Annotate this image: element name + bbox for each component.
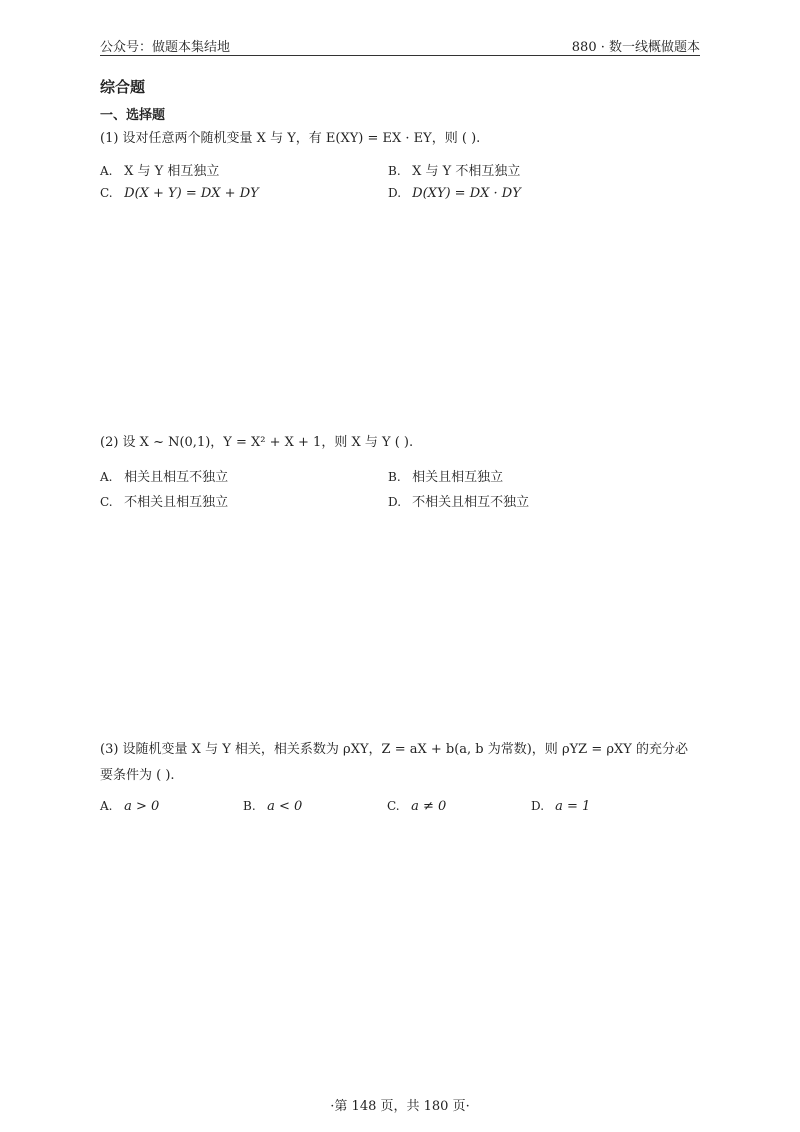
question-3-option-a (100, 799, 159, 814)
option-text: a > 0 (124, 799, 160, 814)
option-text: D(XY) = DX · DY (412, 186, 521, 201)
question-2-stem: (2) 设 X ~ N(0,1)，Y = X² + X + 1，则 X 与 Y ( ). (100, 435, 414, 450)
option-text: 相关且相互不独立 (124, 470, 229, 485)
question-3-option-d (531, 799, 590, 814)
option-text: a ≠ 0 (411, 799, 447, 814)
option-letter: A. (100, 164, 113, 178)
question-3-stem: (3) 设随机变量 X 与 Y 相关，相关系数为 ρXY，Z = aX + b(a, b 为常数)，则 ρYZ = ρXY 的充分必要条件为 ( ). (100, 742, 688, 783)
question-1-stem: (1) 设对任意两个随机变量 X 与 Y，有 E(XY) = EX · EY，则 ( ). (100, 131, 481, 146)
section-title: 综合题 (100, 78, 146, 96)
option-text: 相关且相互独立 (412, 470, 504, 485)
question-2-option-d (388, 491, 529, 510)
option-text: 不相关且相互独立 (124, 495, 229, 510)
option-text: X 与 Y 相互独立 (124, 164, 220, 179)
page-number-footer: ·第 148 页，共 180 页· (330, 1099, 470, 1114)
option-letter: D. (531, 799, 545, 813)
option-letter: A. (100, 470, 113, 484)
question-1-option-a (100, 160, 219, 179)
option-letter: A. (100, 799, 113, 813)
option-letter: C. (100, 495, 113, 509)
option-letter: B. (388, 470, 401, 484)
option-letter: B. (243, 799, 256, 813)
page-header (100, 32, 700, 54)
option-text: a < 0 (267, 799, 303, 814)
header-divider (100, 55, 700, 56)
question-3-option-c (387, 799, 446, 814)
option-letter: C. (387, 799, 400, 813)
question-2-option-b (388, 466, 503, 485)
subsection-title: 一、选择题 (100, 108, 166, 123)
question-1-option-c (100, 186, 259, 201)
option-text: a = 1 (555, 799, 591, 814)
option-letter: D. (388, 495, 402, 509)
option-letter: B. (388, 164, 401, 178)
question-3-option-b (243, 799, 302, 814)
question-2-option-a (100, 466, 228, 485)
header-source: 公众号：做题本集结地 (100, 40, 231, 55)
question-2-option-c (100, 491, 228, 510)
option-letter: D. (388, 186, 402, 200)
option-text: D(X + Y) = DX + DY (124, 186, 259, 201)
option-text: X 与 Y 不相互独立 (412, 164, 521, 179)
question-1-option-d (388, 186, 521, 201)
option-text: 不相关且相互不独立 (412, 495, 530, 510)
header-book-title: 880 · 数一线概做题本 (571, 40, 700, 55)
question-1-option-b (388, 160, 520, 179)
option-letter: C. (100, 186, 113, 200)
